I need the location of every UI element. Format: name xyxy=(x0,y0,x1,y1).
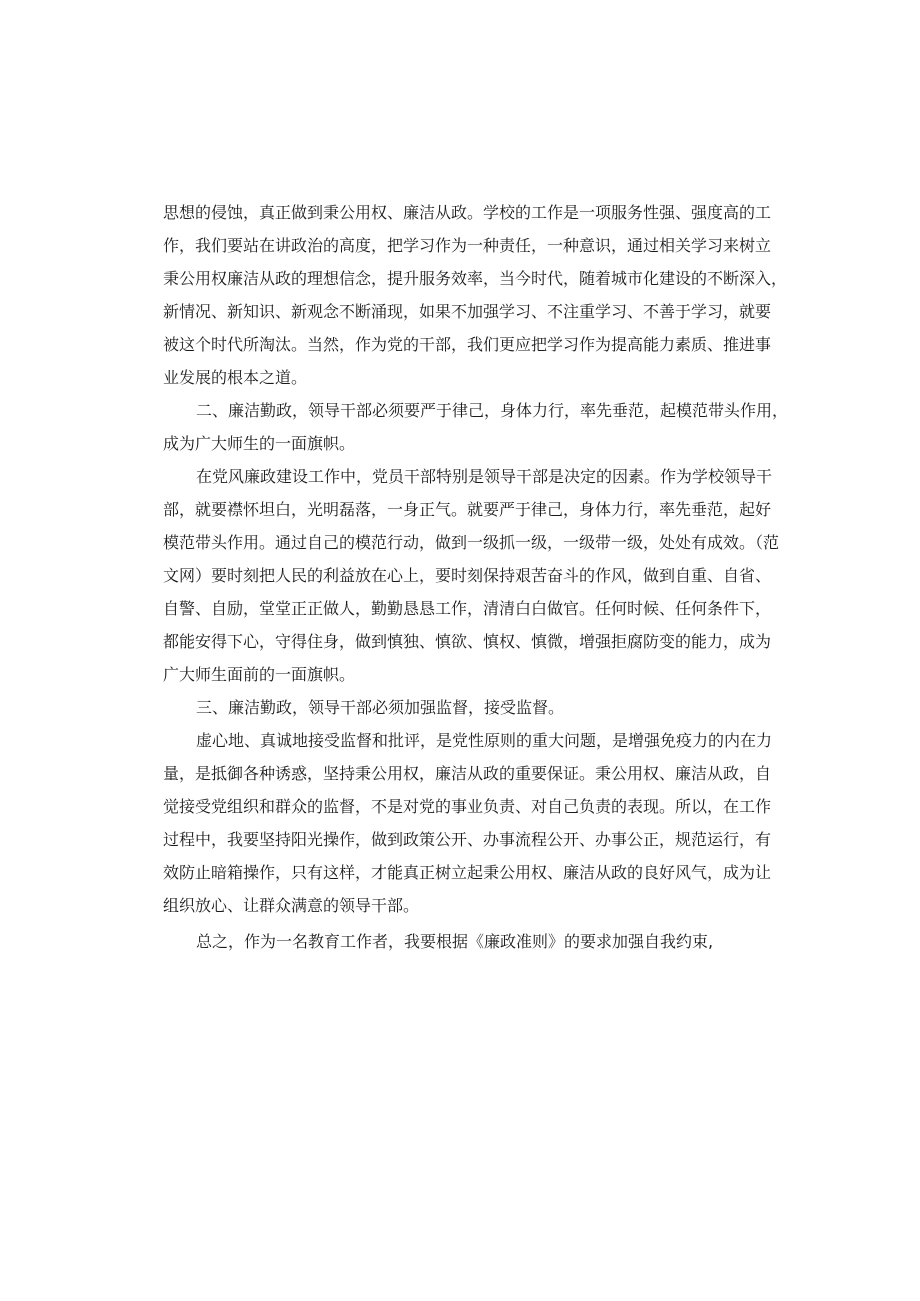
paragraph-line: 过程中，我要坚持阳光操作，做到政策公开、办事流程公开、办事公正，规范运行，有 xyxy=(163,830,772,849)
paragraph-line: 新情况、新知识、新观念不断涌现，如果不加强学习、不注重学习、不善于学习，就要 xyxy=(163,302,772,321)
paragraph-line: 都能安得下心，守得住身，做到慎独、慎欲、慎权、慎微，增强拒腐防变的能力，成为 xyxy=(163,632,772,651)
paragraph-line: 模范带头作用。通过自己的模范行动，做到一级抓一级，一级带一级，处处有成效。（范 xyxy=(163,533,780,552)
paragraph-line: 秉公用权廉洁从政的理想信念，提升服务效率，当今时代，随着城市化建设的不断深入， xyxy=(163,269,788,288)
paragraph-line: 虚心地、真诚地接受监督和批评，是党性原则的重大问题，是增强免疫力的内在力 xyxy=(196,731,773,750)
paragraph-line: 组织放心、让群众满意的领导干部。 xyxy=(163,896,420,915)
paragraph-line: 业发展的根本之道。 xyxy=(163,368,308,387)
paragraph-line: 量，是抵御各种诱惑，坚持秉公用权，廉洁从政的重要保证。秉公用权、廉洁从政，自 xyxy=(163,764,772,783)
paragraph-line: 被这个时代所淘汰。当然，作为党的干部，我们更应把学习作为提高能力素质、推进事 xyxy=(163,335,772,354)
paragraph-line: 文网）要时刻把人民的利益放在心上，要时刻保持艰苦奋斗的作风，做到自重、自省、 xyxy=(163,566,772,585)
paragraph-line: 思想的侵蚀，真正做到秉公用权、廉洁从政。学校的工作是一项服务性强、强度高的工 xyxy=(163,203,772,222)
section-heading-2-continued: 成为广大师生的一面旗帜。 xyxy=(163,434,356,453)
section-heading-3: 三、廉洁勤政，领导干部必须加强监督，接受监督。 xyxy=(196,698,565,717)
paragraph-line: 广大师生面前的一面旗帜。 xyxy=(163,665,356,684)
paragraph-line: 部，就要襟怀坦白，光明磊落，一身正气。就要严于律己，身体力行，率先垂范，起好 xyxy=(163,500,772,519)
document-body xyxy=(163,196,789,958)
paragraph-line: 在党风廉政建设工作中，党员干部特别是领导干部是决定的因素。作为学校领导干 xyxy=(196,467,773,486)
paragraph-line: 觉接受党组织和群众的监督，不是对党的事业负责、对自己负责的表现。所以，在工作 xyxy=(163,797,772,816)
paragraph-line: 作，我们要站在讲政治的高度，把学习作为一种责任，一种意识，通过相关学习来树立 xyxy=(163,236,772,255)
section-heading-2: 二、廉洁勤政，领导干部必须要严于律己，身体力行，率先垂范，起模范带头作用， xyxy=(196,401,789,420)
paragraph-line: 效防止暗箱操作，只有这样，才能真正树立起秉公用权、廉洁从政的良好风气，成为让 xyxy=(163,863,772,882)
paragraph-line: 自警、自励，堂堂正正做人，勤勤恳恳工作，清清白白做官。任何时候、任何条件下， xyxy=(163,599,772,618)
conclusion-line: 总之，作为一名教育工作者，我要根据《廉政准则》的要求加强自我约束, xyxy=(196,932,714,951)
